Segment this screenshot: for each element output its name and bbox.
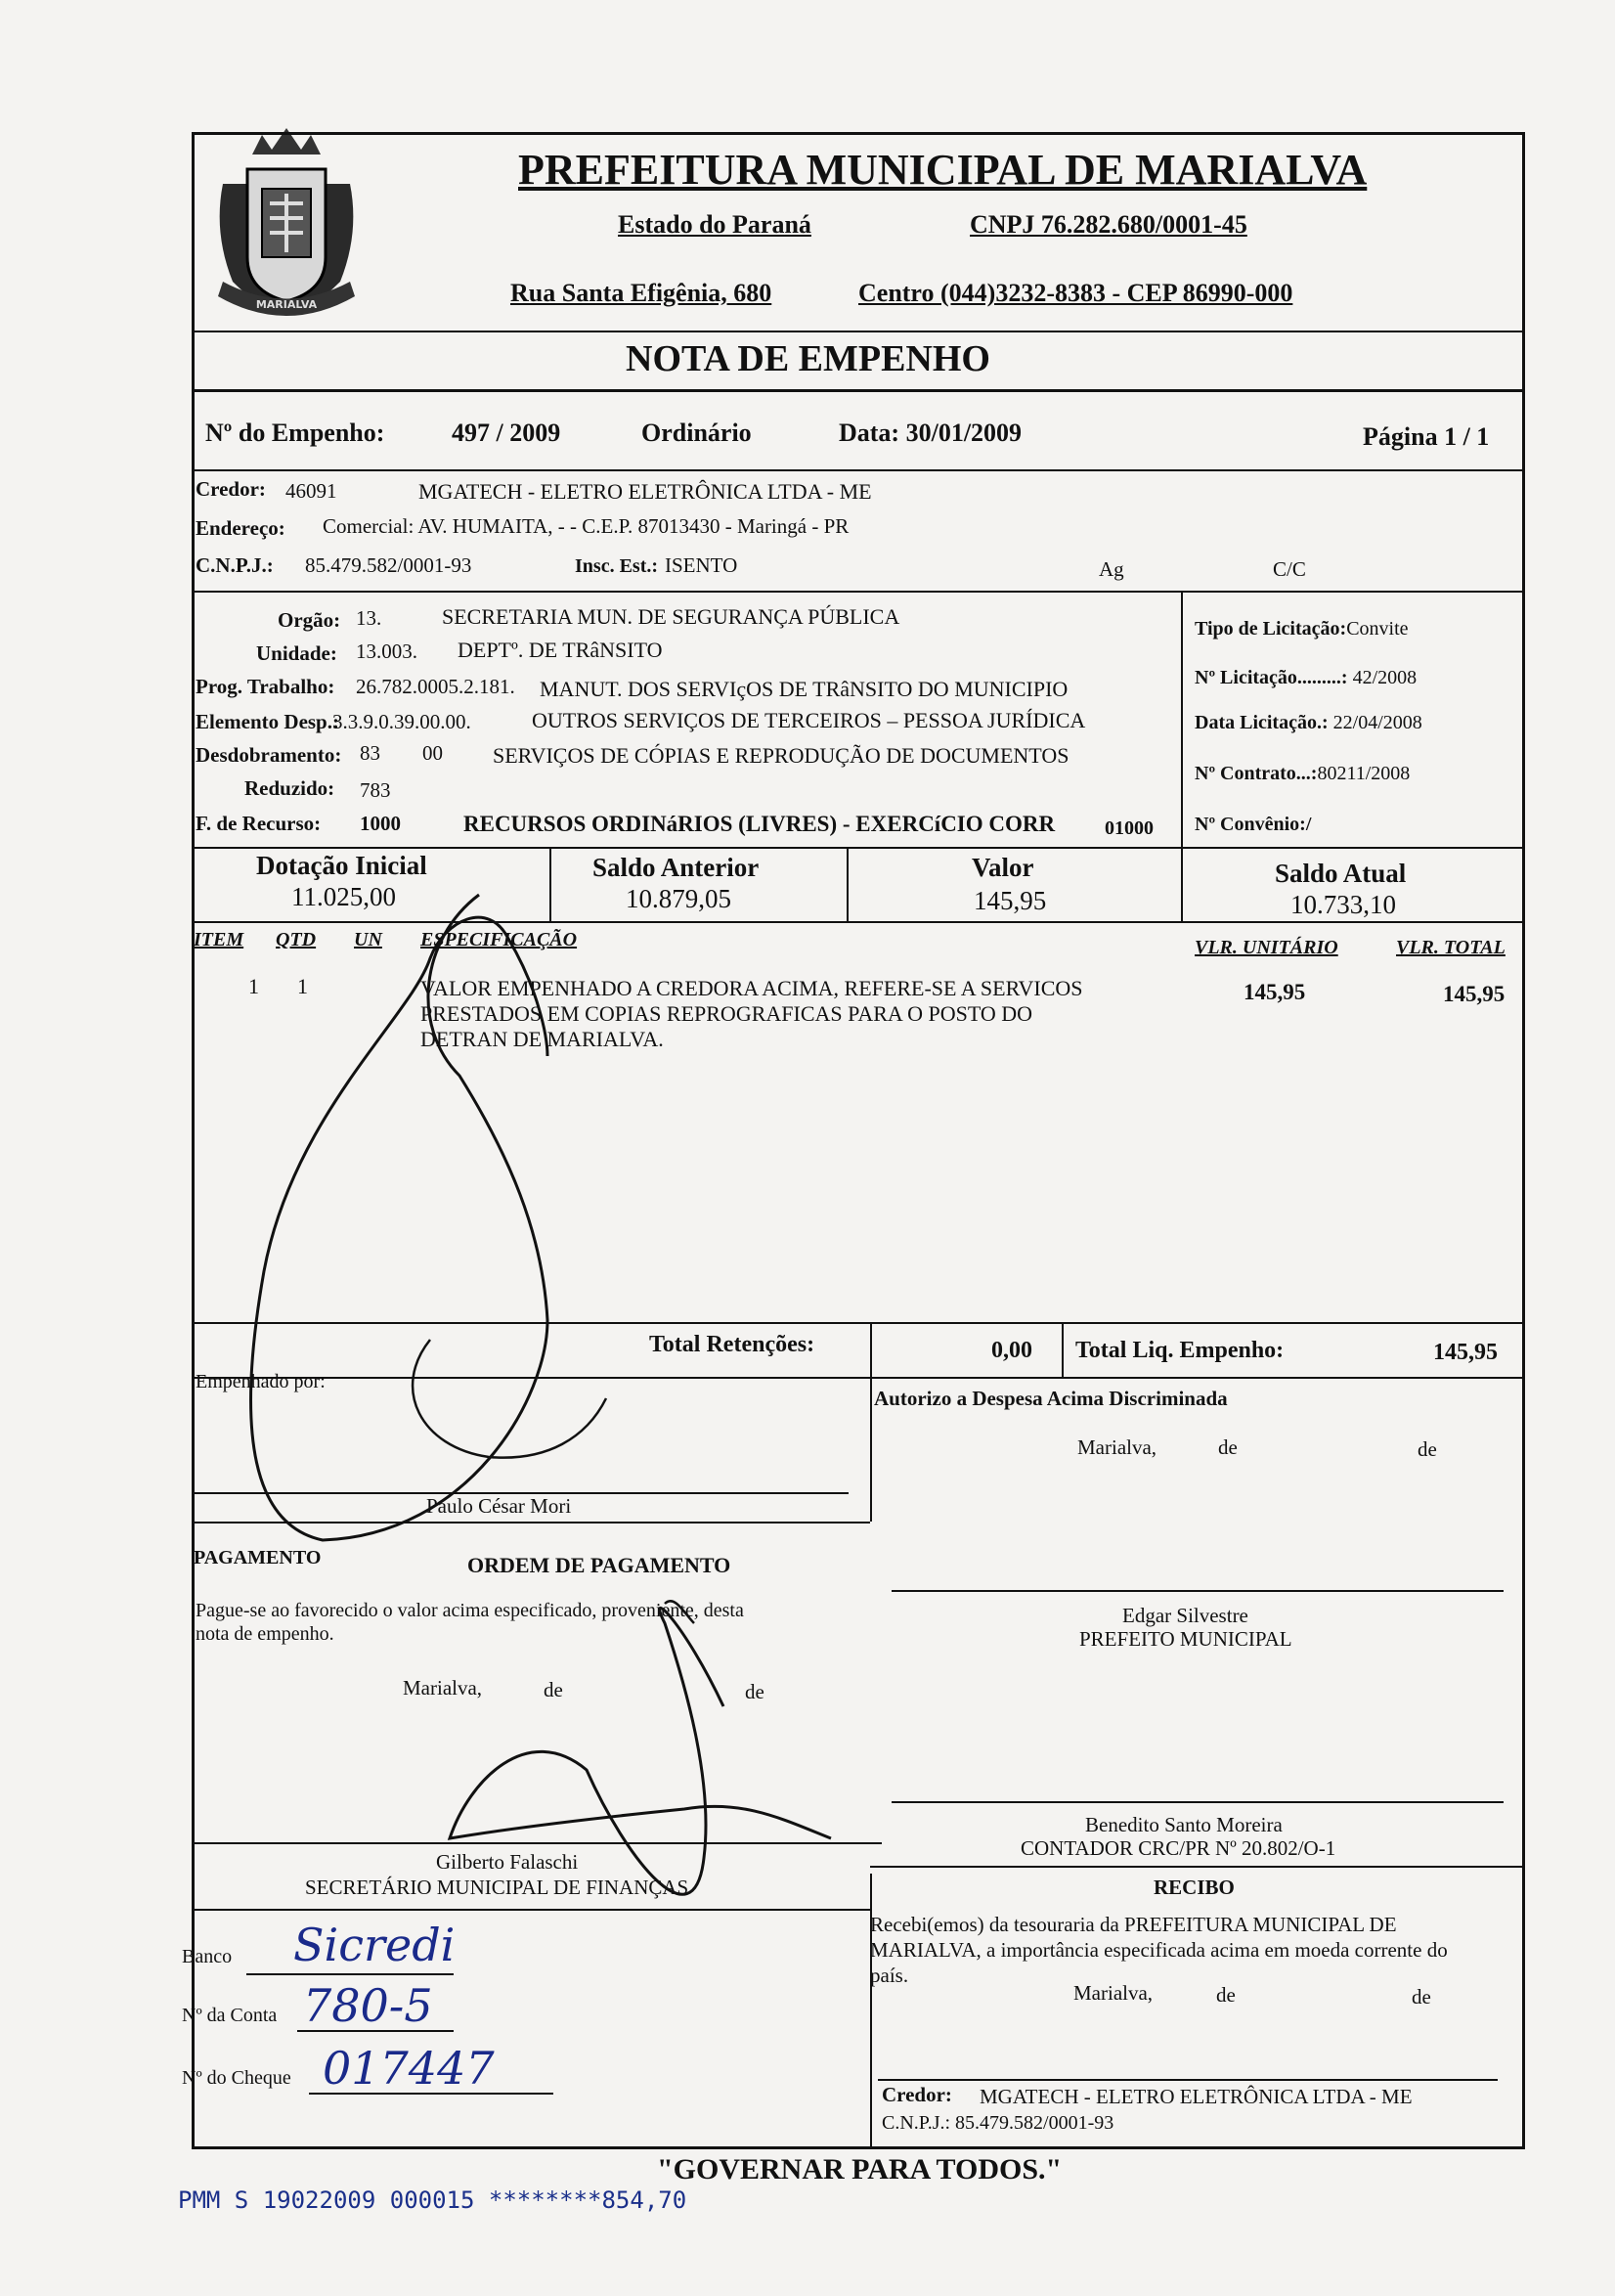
secretario-name: Gilberto Falaschi bbox=[436, 1850, 579, 1874]
secretario-role: SECRETÁRIO MUNICIPAL DE FINANÇAS bbox=[305, 1876, 689, 1899]
conta-handwritten: 780-5 bbox=[303, 1979, 433, 2032]
prefeito-name: Edgar Silvestre bbox=[1122, 1604, 1248, 1627]
item-header: ITEM bbox=[194, 929, 244, 950]
desdobramento-label: Desdobramento: bbox=[196, 743, 342, 767]
autorizo-de-2: de bbox=[1418, 1437, 1437, 1461]
recibo-de-2: de bbox=[1412, 1985, 1431, 2009]
document-title: NOTA DE EMPENHO bbox=[626, 338, 990, 379]
endereco-label: Endereço: bbox=[196, 516, 285, 540]
credor-cnpj-label: C.N.P.J.: bbox=[196, 553, 274, 577]
ordem-pagamento-title: ORDEM DE PAGAMENTO bbox=[467, 1553, 731, 1577]
desdobramento-b: 00 bbox=[422, 741, 443, 765]
recibo-de-1: de bbox=[1216, 1983, 1236, 2007]
item-qtd: 1 bbox=[297, 974, 308, 998]
banco-label: Banco bbox=[182, 1946, 233, 1967]
recibo-credor-label: Credor: bbox=[882, 2083, 952, 2106]
tipo-licitacao-label: Tipo de Licitação:Convite bbox=[1195, 618, 1409, 640]
item-desc-line-2: PRESTADOS EM COPIAS REPROGRAFICAS PARA O POSTO DO bbox=[420, 1001, 1033, 1026]
empenhado-por-label: Empenhado por: bbox=[196, 1371, 326, 1392]
empenho-date: Data: 30/01/2009 bbox=[839, 419, 1023, 447]
recurso-number: 01000 bbox=[1105, 817, 1154, 839]
credor-code: 46091 bbox=[285, 479, 337, 503]
un-header: UN bbox=[354, 929, 382, 950]
unidade-code: 13.003. bbox=[356, 640, 417, 663]
prog-label: Prog. Trabalho: bbox=[196, 675, 335, 698]
contrato-label: Nº Contrato...:80211/2008 bbox=[1195, 763, 1411, 784]
footer-motto: "GOVERNAR PARA TODOS." bbox=[657, 2153, 1063, 2186]
recibo-text-1: Recebi(emos) da tesouraria da PREFEITURA MUNICIPAL DE bbox=[870, 1913, 1397, 1936]
item-desc-line-3: DETRAN DE MARIALVA. bbox=[420, 1027, 664, 1051]
contador-name: Benedito Santo Moreira bbox=[1085, 1813, 1283, 1836]
reduzido-value: 783 bbox=[360, 778, 391, 802]
prefeito-role: PREFEITO MUNICIPAL bbox=[1079, 1627, 1292, 1651]
autorizo-city: Marialva, bbox=[1077, 1435, 1157, 1459]
saldo-anterior-label: Saldo Anterior bbox=[592, 853, 760, 882]
address-rest-label: Centro (044)3232-8383 - CEP 86990-000 bbox=[858, 279, 1293, 307]
recurso-value: RECURSOS ORDINáRIOS (LIVRES) - EXERCíCIO CORR bbox=[463, 812, 1056, 836]
recurso-code: 1000 bbox=[360, 812, 401, 835]
reduzido-label: Reduzido: bbox=[244, 776, 335, 800]
convenio-label: Nº Convênio:/ bbox=[1195, 814, 1312, 835]
item-number: 1 bbox=[248, 974, 259, 998]
qtd-header: QTD bbox=[276, 929, 317, 950]
recibo-cnpj: C.N.P.J.: 85.479.582/0001-93 bbox=[882, 2112, 1114, 2134]
total-liquido-label: Total Liq. Empenho: bbox=[1075, 1338, 1285, 1363]
recibo-city: Marialva, bbox=[1073, 1981, 1154, 2005]
page-title: PREFEITURA MUNICIPAL DE MARIALVA bbox=[518, 146, 1368, 194]
state-label: Estado do Paraná bbox=[618, 210, 811, 239]
unidade-value: DEPTº. DE TRâNSITO bbox=[458, 638, 663, 662]
orgao-value: SECRETARIA MUN. DE SEGURANÇA PÚBLICA bbox=[442, 604, 900, 629]
banco-handwritten: Sicredi bbox=[293, 1919, 456, 1971]
cnpj-label: CNPJ 76.282.680/0001-45 bbox=[970, 210, 1247, 239]
cheque-handwritten: 017447 bbox=[323, 2042, 495, 2095]
svg-text:MARIALVA: MARIALVA bbox=[255, 298, 318, 311]
data-licitacao-label: Data Licitação.: 22/04/2008 bbox=[1195, 712, 1422, 733]
empenho-number: 497 / 2009 bbox=[452, 419, 561, 447]
total-retencoes-value: 0,00 bbox=[991, 1338, 1032, 1363]
item-desc-line-1: VALOR EMPENHADO A CREDORA ACIMA, REFERE-SE A SERVICOS bbox=[420, 976, 1083, 1000]
saldo-anterior-value: 10.879,05 bbox=[626, 884, 731, 913]
pagamento-de-2: de bbox=[745, 1680, 764, 1703]
page-number: Página 1 / 1 bbox=[1363, 422, 1490, 451]
especificacao-header: ESPECIFICAÇÃO bbox=[420, 929, 578, 950]
dotacao-label: Dotação Inicial bbox=[256, 851, 427, 880]
total-retencoes-label: Total Retenções: bbox=[649, 1332, 815, 1357]
autorizo-label: Autorizo a Despesa Acima Discriminada bbox=[874, 1387, 1228, 1410]
agencia-label: Ag bbox=[1099, 557, 1124, 581]
dotacao-value: 11.025,00 bbox=[291, 882, 396, 911]
pagamento-text-2: nota de empenho. bbox=[196, 1623, 334, 1645]
recibo-text-2: MARIALVA, a importância especificada acima em moeda corrente do bbox=[870, 1938, 1448, 1962]
conta-label: Nº da Conta bbox=[182, 2005, 278, 2026]
item-total-value: 145,95 bbox=[1443, 982, 1506, 1006]
conta-corrente-label: C/C bbox=[1273, 557, 1306, 581]
pagamento-city: Marialva, bbox=[403, 1676, 483, 1700]
autorizo-de-1: de bbox=[1218, 1435, 1238, 1459]
pagamento-text-1: Pague-se ao favorecido o valor acima especificado, proveniente, desta bbox=[196, 1600, 744, 1621]
contador-role: CONTADOR CRC/PR Nº 20.802/O-1 bbox=[1021, 1836, 1336, 1860]
prog-value: MANUT. DOS SERVIçOS DE TRâNSITO DO MUNICIPIO bbox=[540, 677, 1069, 701]
empenho-type: Ordinário bbox=[641, 419, 752, 447]
num-licitacao-label: Nº Licitação.........: 42/2008 bbox=[1195, 667, 1418, 688]
pagamento-de-1: de bbox=[544, 1678, 563, 1701]
ie-value: ISENTO bbox=[665, 553, 738, 577]
recurso-label: F. de Recurso: bbox=[196, 812, 322, 835]
address-label: Rua Santa Efigênia, 680 bbox=[510, 279, 772, 307]
empenho-label: Nº do Empenho: bbox=[205, 419, 385, 447]
orgao-label: Orgão: bbox=[278, 608, 341, 632]
unidade-label: Unidade: bbox=[256, 641, 337, 665]
ie-label: Insc. Est.: bbox=[575, 555, 659, 577]
vlr-unitario-header: VLR. UNITÁRIO bbox=[1195, 937, 1338, 958]
valor-label: Valor bbox=[972, 853, 1034, 882]
recibo-text-3: país. bbox=[870, 1964, 909, 1987]
cheque-label: Nº do Cheque bbox=[182, 2067, 291, 2089]
desdobramento-a: 83 bbox=[360, 741, 380, 765]
pagamento-label: PAGAMENTO bbox=[194, 1547, 322, 1568]
desdobramento-value: SERVIÇOS DE CÓPIAS E REPRODUÇÃO DE DOCUMENTOS bbox=[493, 743, 1069, 768]
payment-stamp: PMM S 19022009 000015 ********854,70 bbox=[178, 2186, 687, 2214]
credor-name: MGATECH - ELETRO ELETRÔNICA LTDA - ME bbox=[418, 479, 872, 504]
valor-value: 145,95 bbox=[974, 886, 1047, 915]
elemento-code: 3.3.9.0.39.00.00. bbox=[332, 710, 471, 733]
elemento-label: Elemento Desp.: bbox=[196, 710, 339, 733]
recibo-credor-value: MGATECH - ELETRO ELETRÔNICA LTDA - ME bbox=[980, 2085, 1413, 2108]
total-liquido-value: 145,95 bbox=[1433, 1340, 1498, 1365]
endereco-value: Comercial: AV. HUMAITA, - - C.E.P. 87013430 - Maringá - PR bbox=[323, 514, 850, 538]
vlr-total-header: VLR. TOTAL bbox=[1396, 937, 1506, 958]
saldo-atual-label: Saldo Atual bbox=[1275, 859, 1407, 888]
recibo-title: RECIBO bbox=[1154, 1876, 1235, 1899]
credor-label: Credor: bbox=[196, 477, 266, 501]
credor-cnpj-value: 85.479.582/0001-93 bbox=[305, 553, 472, 577]
saldo-atual-value: 10.733,10 bbox=[1290, 890, 1396, 919]
prog-code: 26.782.0005.2.181. bbox=[356, 675, 515, 698]
elemento-value: OUTROS SERVIÇOS DE TERCEIROS – PESSOA JURÍDICA bbox=[532, 708, 1086, 732]
orgao-code: 13. bbox=[356, 606, 382, 630]
empenhado-por-name: Paulo César Mori bbox=[426, 1494, 572, 1518]
item-unit-value: 145,95 bbox=[1244, 980, 1306, 1004]
